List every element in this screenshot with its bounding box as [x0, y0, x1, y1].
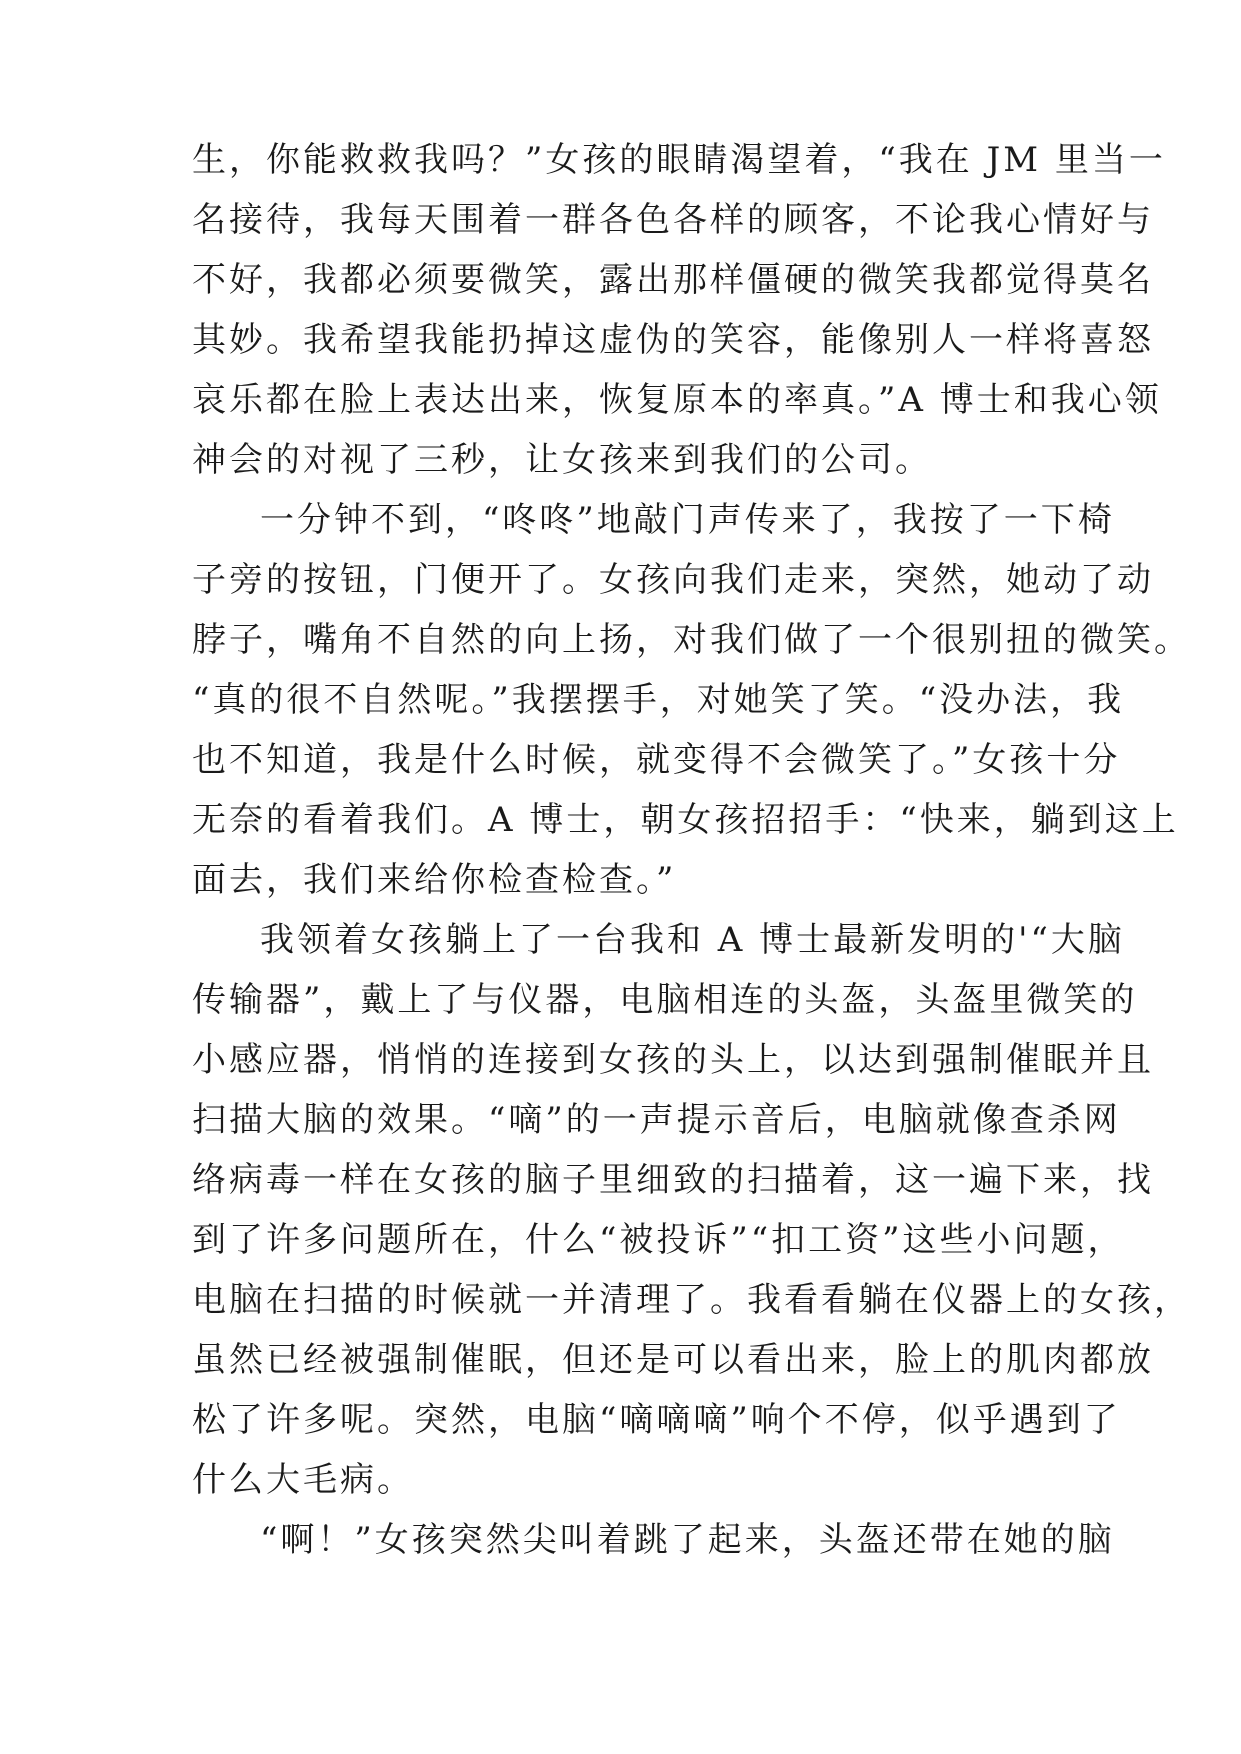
text-line: 面去，我们来给你检查检查。”	[192, 860, 677, 900]
text-line: 名接待，我每天围着一群各色各样的顾客，不论我心情好与	[192, 200, 1154, 240]
text-line: 神会的对视了三秒，让女孩来到我们的公司。	[192, 440, 932, 480]
story-text	[192, 130, 1191, 1570]
text-line: 无奈的看着我们。A 博士，朝女孩招招手：“快来，躺到这上	[192, 800, 1179, 840]
text-line: 到了许多问题所在，什么“被投诉”“扣工资”这些小问题，	[192, 1220, 1125, 1260]
text-line: 松了许多呢。突然，电脑“嘀嘀嘀”响个不停，似乎遇到了	[192, 1400, 1121, 1440]
text-line: 哀乐都在脸上表达出来，恢复原本的率真。”A 博士和我心领	[192, 380, 1162, 420]
text-line: 脖子，嘴角不自然的向上扬，对我们做了一个很别扭的微笑。	[192, 620, 1191, 660]
text-line: “真的很不自然呢。”我摆摆手，对她笑了笑。“没办法，我	[192, 680, 1125, 720]
text-line: 生，你能救救我吗？”女孩的眼睛渴望着，“我在 JM 里当一	[192, 140, 1166, 180]
text-line: 不好，我都必须要微笑，露出那样僵硬的微笑我都觉得莫名	[192, 260, 1154, 300]
text-line: 什么大毛病。	[192, 1460, 414, 1500]
text-line: 也不知道，我是什么时候，就变得不会微笑了。”女孩十分	[192, 740, 1121, 780]
text-line: 电脑在扫描的时候就一并清理了。我看看躺在仪器上的女孩，	[192, 1280, 1191, 1320]
paragraph-start-line: 我领着女孩躺上了一台我和 A 博士最新发明的'“大脑	[260, 920, 1125, 960]
text-line: 小感应器，悄悄的连接到女孩的头上，以达到强制催眠并且	[192, 1040, 1154, 1080]
text-line: 传输器”，戴上了与仪器，电脑相连的头盔，头盔里微笑的	[192, 980, 1138, 1020]
text-line: 络病毒一样在女孩的脑子里细致的扫描着，这一遍下来，找	[192, 1160, 1154, 1200]
text-line: 虽然已经被强制催眠，但还是可以看出来，脸上的肌肉都放	[192, 1340, 1154, 1380]
paragraph-start-line: 一分钟不到，“咚咚”地敲门声传来了，我按了一下椅	[260, 500, 1115, 540]
text-line: 子旁的按钮，门便开了。女孩向我们走来，突然，她动了动	[192, 560, 1154, 600]
text-line: 扫描大脑的效果。“嘀”的一声提示音后，电脑就像查杀网	[192, 1100, 1121, 1140]
text-line: 其妙。我希望我能扔掉这虚伪的笑容，能像别人一样将喜怒	[192, 320, 1154, 360]
paragraph-start-line: “啊！”女孩突然尖叫着跳了起来，头盔还带在她的脑	[260, 1520, 1115, 1560]
